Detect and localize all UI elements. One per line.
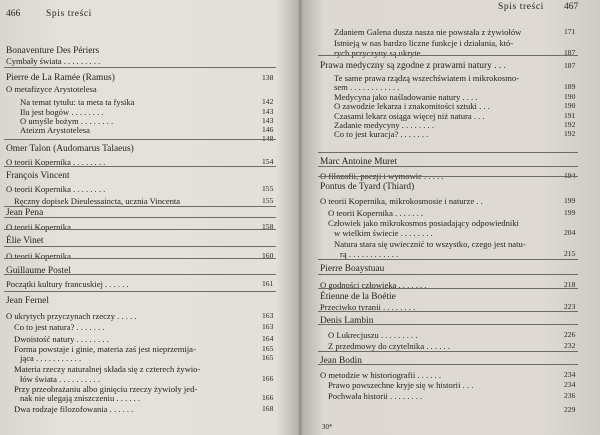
page-ref: 236 — [564, 391, 576, 400]
toc-entry: O Lukrecjuszu . . . . . . . . . — [328, 330, 418, 340]
author-heading: François Vincent — [6, 171, 70, 181]
toc-entry: Zdaniem Galena dusza nasza nie powstała z żywiołów — [334, 27, 522, 37]
divider-rule — [318, 152, 578, 153]
page-ref: 165 — [262, 344, 274, 353]
toc-entry: O umyśle bożym . . . . . . . . — [20, 116, 114, 126]
toc-entry: O teorii Kopernika . . . . . . . . — [6, 184, 106, 194]
page-ref: 234 — [564, 370, 576, 379]
page-ref: 187 — [564, 48, 576, 57]
toc-entry: O godności człowieka . . . . . . . — [320, 280, 427, 290]
toc-entry: O teorii Kopernika . . . . . . . . — [6, 157, 106, 167]
divider-rule — [318, 166, 578, 167]
toc-entry: Forma powstaje i ginie, materia zaś jest nieprzemija- — [14, 344, 196, 354]
divider-rule — [318, 364, 578, 365]
divider-rule — [4, 139, 276, 140]
page-ref: 164 — [262, 334, 274, 343]
divider-rule — [318, 274, 578, 275]
toc-entry: Ateizm Arystotelesa — [20, 125, 90, 135]
page-ref: 165 — [262, 353, 274, 362]
toc-entry: Z przedmowy do czytelnika . . . . . . — [328, 341, 450, 351]
page-ref: 191 — [564, 111, 576, 120]
toc-entry: Prawo powszechne kryje się w historii . . . — [328, 380, 474, 390]
page-ref: 192 — [564, 129, 576, 138]
divider-rule — [4, 258, 276, 259]
toc-entry: jąca . . . . . . . . . . . — [20, 353, 82, 363]
author-heading: Bonaventure Des Périers — [6, 46, 100, 56]
page-ref: 154 — [262, 157, 274, 166]
divider-rule — [4, 206, 276, 207]
toc-entry: Na temat tytułu: ta meta ta fysika — [20, 97, 135, 107]
page-ref: 187 — [564, 61, 576, 70]
page-ref: 166 — [262, 393, 274, 402]
toc-entry: O teorii Kopernika, mikrokosmosie i naturze . . — [320, 196, 483, 206]
page-ref: 138 — [262, 73, 274, 82]
author-heading: Pierre de La Ramée (Ramus) — [6, 73, 115, 83]
toc-entry: O teorii Kopernika . . . . . . . . — [6, 251, 106, 261]
divider-rule — [4, 67, 276, 68]
page-ref: 199 — [564, 208, 576, 217]
toc-entry: Przy przeobrażaniu albo ginięciu rzeczy żywioły jed- — [14, 384, 198, 394]
divider-rule — [318, 55, 578, 56]
page-ref: 161 — [262, 279, 274, 288]
toc-entry: Początki kultury francuskiej . . . . . . — [6, 279, 129, 289]
toc-entry: Materia rzeczy naturalnej składa się z czterech żywio- — [14, 364, 201, 374]
author-heading: Marc Antoine Muret — [320, 157, 398, 167]
toc-entry: O teorii Kopernika . . . . . . . . — [6, 222, 106, 232]
page-ref: 163 — [262, 322, 274, 331]
toc-entry: Dwoistość natury . . . . . . . . — [14, 334, 109, 344]
page-ref: 229 — [564, 405, 576, 414]
page-ref: 190 — [564, 92, 576, 101]
author-heading: Pierre Boaystuau — [320, 264, 385, 274]
toc-entry: Czasami lekarz osiąga więcej niż natura . . . — [334, 111, 485, 121]
toc-entry: Człowiek jako mikrokosmos posiadający odpowiedniki — [328, 218, 519, 228]
page-ref: 143 — [262, 116, 274, 125]
toc-entry: Dwa rodzaje filozofowania . . . . . . — [14, 404, 134, 414]
divider-rule — [318, 259, 578, 260]
running-head: Spis treści — [46, 9, 92, 19]
divider-rule — [4, 274, 276, 275]
divider-rule — [4, 291, 276, 292]
page-ref: 160 — [262, 251, 274, 260]
toc-entry: O metodzie w historiografii . . . . . . — [320, 370, 442, 380]
page-ref: 218 — [564, 280, 576, 289]
author-heading: Étienne de la Boétie — [320, 292, 396, 302]
signature-mark: 30* — [322, 423, 333, 431]
toc-entry: Co to jest natura? . . . . . . . — [14, 322, 105, 332]
toc-entry: Co to jest kuracja? . . . . . . . — [334, 129, 429, 139]
page-ref: 234 — [564, 380, 576, 389]
author-heading: Élie Vinet — [6, 236, 44, 246]
toc-entry: Natura stara się uwiecznić to wszystko, czego jest natu- — [334, 239, 526, 249]
page-ref: 158 — [262, 222, 274, 231]
page-ref: 189 — [564, 82, 576, 91]
page-ref: 142 — [262, 97, 274, 106]
divider-rule — [4, 217, 276, 218]
divider-rule — [318, 311, 578, 312]
author-heading: Denis Lambin — [320, 316, 374, 326]
page-ref: 199 — [564, 196, 576, 205]
page-ref: 148 — [262, 134, 274, 143]
toc-entry: Istnieją w nas bardzo liczne funkcje i działania, któ- — [334, 38, 514, 48]
toc-entry: O filozofii, poezji i wymowie . . . . . — [320, 171, 444, 181]
page-ref: 190 — [564, 101, 576, 110]
divider-rule — [4, 166, 276, 167]
toc-entry: Medycyna jako naśladowanie natury . . . . — [334, 92, 478, 102]
author-heading: Guillaume Postel — [6, 266, 71, 276]
running-head: Spis treści — [498, 2, 544, 12]
divider-rule — [318, 351, 578, 352]
right-page — [300, 0, 600, 435]
toc-entry: Ręczny dopisek Dieulessaincta, ucznia Vincenta — [14, 196, 181, 206]
page-ref: 226 — [564, 330, 576, 339]
author-heading: Jean Bodin — [320, 356, 362, 366]
toc-entry: O ukrytych przyczynach rzeczy . . . . . — [6, 311, 137, 321]
page-number: 466 — [6, 9, 21, 19]
page-ref: 192 — [564, 120, 576, 129]
divider-rule — [318, 288, 578, 289]
toc-entry: nak nie ulegają zniszczeniu . . . . . . — [20, 393, 141, 403]
toc-entry: rych przyczyny są ukryte . . . . . . — [334, 48, 447, 58]
author-heading: Jean Pena — [6, 208, 44, 218]
page-ref: 146 — [262, 125, 274, 134]
page-ref: 166 — [262, 374, 274, 383]
toc-entry: Te same prawa rządzą wszechświatem i mikrokosmo- — [334, 73, 520, 83]
page-number: 467 — [564, 2, 579, 12]
author-heading: Omer Talon (Audomarus Talaeus) — [6, 144, 134, 154]
toc-entry: łów świata . . . . . . . . . . — [20, 374, 100, 384]
toc-entry: O metafizyce Arystotelesa — [6, 84, 97, 94]
page-ref: 163 — [262, 311, 274, 320]
toc-entry: O teorii Kopernika . . . . . . . — [328, 208, 423, 218]
author-heading: Pontus de Tyard (Thiard) — [320, 182, 415, 192]
page-ref: 143 — [262, 107, 274, 116]
toc-entry: O zawodzie lekarza i znakomitości sztuki . . . — [334, 101, 490, 111]
divider-rule — [318, 324, 578, 325]
toc-entry: Zadanie medycyny . . . . . . . . — [334, 120, 434, 130]
page-ref: 194 — [564, 171, 576, 180]
toc-entry: Pochwała historii . . . . . . . . — [328, 391, 423, 401]
page-ref: 232 — [564, 341, 576, 350]
toc-entry: sem . . . . . . . . . . . . — [334, 82, 400, 92]
toc-entry: Ilu jest bogów . . . . . . . . — [20, 107, 104, 117]
page-ref: 215 — [564, 249, 576, 258]
author-heading: Jean Fernel — [6, 296, 49, 306]
toc-entry: rą . . . . . . . . . . . . — [340, 249, 399, 259]
page-ref: 171 — [564, 27, 576, 36]
page-ref: 168 — [262, 404, 274, 413]
page-ref: 155 — [262, 184, 274, 193]
toc-entry: w wielkim świecie . . . . . . . . — [334, 228, 433, 238]
divider-rule — [318, 176, 578, 177]
divider-rule — [4, 229, 276, 230]
page-ref: 223 — [564, 302, 576, 311]
toc-entry: Przeciwko tyranii . . . . . . . . — [320, 302, 416, 312]
author-heading: Prawa medyczny są zgodne z prawami natury . . . — [320, 61, 506, 71]
page-ref: 155 — [262, 196, 274, 205]
toc-entry: Cymbały świata . . . . . . . . . — [6, 56, 101, 66]
divider-rule — [4, 246, 276, 247]
page-ref: 204 — [564, 228, 576, 237]
